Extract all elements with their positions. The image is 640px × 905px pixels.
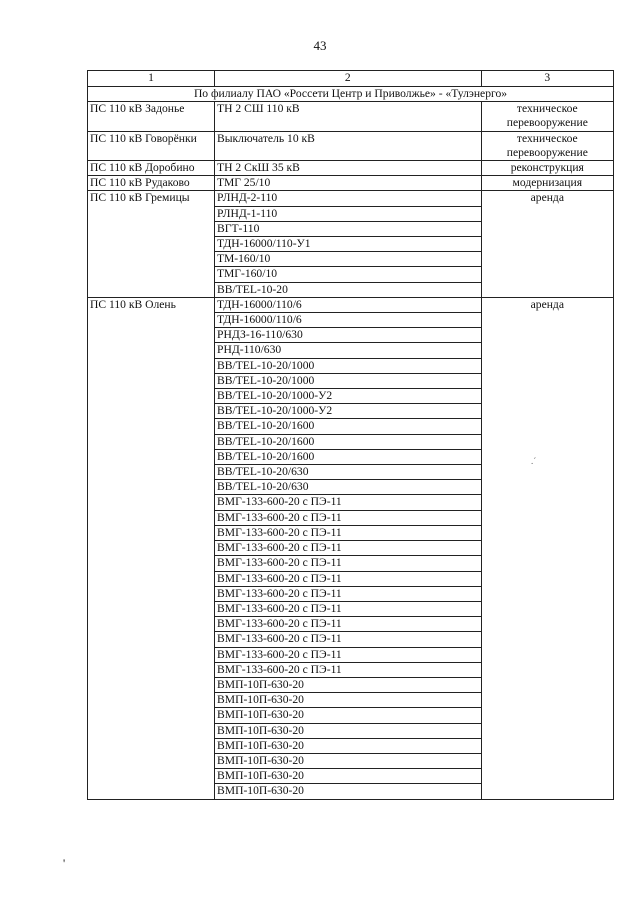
equipment-cell: ВМП-10П-630-20	[215, 677, 482, 692]
equipment-cell: ВМП-10П-630-20	[215, 753, 482, 768]
table-row	[88, 176, 614, 191]
substation-cell: ПС 110 кВ Олень	[88, 297, 215, 799]
equipment-cell: ВМГ-133-600-20 с ПЭ-11	[215, 617, 482, 632]
equipment-cell: РНДЗ-16-110/630	[215, 328, 482, 343]
substation-cell: ПС 110 кВ Говорёнки	[88, 131, 215, 160]
equipment-cell: ВВ/TEL-10-20/1600	[215, 434, 482, 449]
page-number: 43	[313, 38, 327, 53]
purpose-cell: техническое перевооружение	[481, 131, 613, 160]
equipment-cell: ВВ/TEL-10-20/1600	[215, 419, 482, 434]
equipment-cell: РЛНД-2-110	[215, 191, 482, 206]
equipment-cell: ВМП-10П-630-20	[215, 738, 482, 753]
header-row	[88, 71, 614, 87]
table-row	[88, 131, 614, 160]
column-header-2: 2	[215, 71, 482, 87]
equipment-cell: ВГТ-110	[215, 221, 482, 236]
equipment-cell: ВВ/TEL-10-20	[215, 282, 482, 297]
equipment-cell: ВМГ-133-600-20 с ПЭ-11	[215, 525, 482, 540]
table-row	[88, 102, 614, 131]
equipment-cell: ВМП-10П-630-20	[215, 769, 482, 784]
equipment-cell: РНД-110/630	[215, 343, 482, 358]
equipment-cell: РЛНД-1-110	[215, 206, 482, 221]
scan-speck: .´	[531, 456, 537, 466]
purpose-cell: реконструкция	[481, 161, 613, 176]
branch-row	[88, 87, 614, 102]
substation-cell: ПС 110 кВ Рудаково	[88, 176, 215, 191]
equipment-cell: ВМГ-133-600-20 с ПЭ-11	[215, 586, 482, 601]
equipment-cell: ТН 2 СШ 110 кВ	[215, 102, 482, 131]
equipment-cell: ВВ/TEL-10-20/1000-У2	[215, 389, 482, 404]
equipment-cell: ВМГ-133-600-20 с ПЭ-11	[215, 510, 482, 525]
equipment-cell: ВМП-10П-630-20	[215, 693, 482, 708]
equipment-cell: ВВ/TEL-10-20/1000	[215, 358, 482, 373]
equipment-cell: ТДН-16000/110-У1	[215, 237, 482, 252]
equipment-cell: ВВ/TEL-10-20/1000	[215, 373, 482, 388]
table-body	[88, 71, 614, 800]
equipment-cell: ТДН-16000/110/6	[215, 297, 482, 312]
equipment-cell: ТМГ 25/10	[215, 176, 482, 191]
equipment-cell: ВМГ-133-600-20 с ПЭ-11	[215, 647, 482, 662]
column-header-3: 3	[481, 71, 613, 87]
equipment-cell: ВМГ-133-600-20 с ПЭ-11	[215, 571, 482, 586]
equipment-cell: ВВ/TEL-10-20/630	[215, 480, 482, 495]
equipment-cell: ВМП-10П-630-20	[215, 723, 482, 738]
substation-cell: ПС 110 кВ Гремицы	[88, 191, 215, 297]
equipment-cell: ВМП-10П-630-20	[215, 708, 482, 723]
equipment-cell: ВМГ-133-600-20 с ПЭ-11	[215, 556, 482, 571]
margin-mark: '	[63, 856, 66, 870]
column-header-1: 1	[88, 71, 215, 87]
table-row	[88, 161, 614, 176]
equipment-cell: ВМГ-133-600-20 с ПЭ-11	[215, 601, 482, 616]
equipment-cell: ТДН-16000/110/6	[215, 313, 482, 328]
equipment-cell: ТМ-160/10	[215, 252, 482, 267]
substation-cell: ПС 110 кВ Задонье	[88, 102, 215, 131]
equipment-cell: ТН 2 СкШ 35 кВ	[215, 161, 482, 176]
purpose-cell: модернизация	[481, 176, 613, 191]
table-row	[88, 191, 614, 206]
equipment-cell: ВВ/TEL-10-20/630	[215, 465, 482, 480]
equipment-cell: ВВ/TEL-10-20/1000-У2	[215, 404, 482, 419]
purpose-cell: аренда	[481, 191, 613, 297]
equipment-cell: ВМГ-133-600-20 с ПЭ-11	[215, 495, 482, 510]
branch-title: По филиалу ПАО «Россети Центр и Приволжье» - «Тулэнерго»	[88, 87, 614, 102]
equipment-table	[87, 70, 614, 800]
purpose-cell: техническое перевооружение	[481, 102, 613, 131]
equipment-cell: Выключатель 10 кВ	[215, 131, 482, 160]
equipment-cell: ВМГ-133-600-20 с ПЭ-11	[215, 632, 482, 647]
equipment-cell: ТМГ-160/10	[215, 267, 482, 282]
equipment-cell: ВМГ-133-600-20 с ПЭ-11	[215, 662, 482, 677]
equipment-cell: ВМП-10П-630-20	[215, 784, 482, 799]
table-row	[88, 297, 614, 312]
purpose-cell: аренда	[481, 297, 613, 799]
equipment-cell: ВВ/TEL-10-20/1600	[215, 449, 482, 464]
equipment-cell: ВМГ-133-600-20 с ПЭ-11	[215, 541, 482, 556]
substation-cell: ПС 110 кВ Доробино	[88, 161, 215, 176]
